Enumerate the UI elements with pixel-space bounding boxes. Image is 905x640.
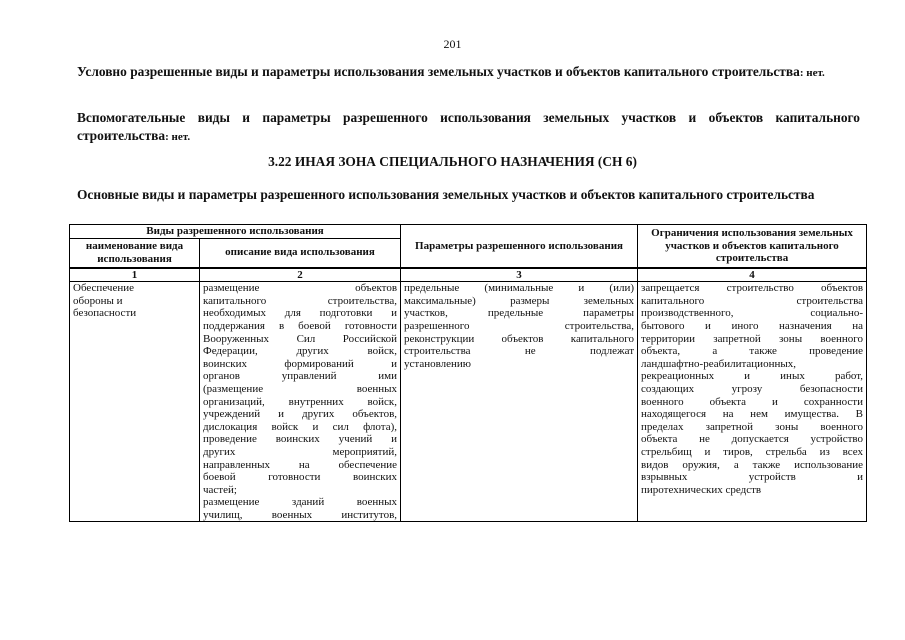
description-line: необходимых для подготовки и — [203, 307, 398, 320]
description-line: размещение объектов — [203, 282, 398, 295]
restrictions-line: капитального строительства — [641, 294, 864, 307]
description-line: боевой готовности воинских — [203, 471, 398, 484]
parameters-line: участков, предельные параметры — [404, 307, 635, 320]
restrictions-line: взрывных устройств и — [641, 471, 864, 484]
auxiliary-uses-paragraph — [77, 109, 860, 146]
restrictions-line: рекреационных и иных работ, — [641, 370, 864, 383]
column-number-1: 1 — [70, 268, 200, 282]
description-line: учреждений и других объектов, — [203, 408, 398, 421]
description-line: организаций, внутренних войск, — [203, 395, 398, 408]
main-uses-heading: Основные виды и параметры разрешенного использования земельных участков и объектов капитального строительства — [77, 187, 815, 202]
header-restrictions: Ограничения использования земельных участков и объектов капитального строительства — [638, 225, 867, 268]
table-row — [70, 282, 867, 522]
description-line: дислокация войск и сил флота), — [203, 420, 398, 433]
description-line: воинских формирований и — [203, 357, 398, 370]
description-line: частей; — [203, 483, 237, 496]
restrictions-line: производственного, социально- — [641, 307, 864, 320]
parameters-cell — [401, 282, 638, 522]
description-line: других мероприятий, — [203, 445, 398, 458]
page-number: 201 — [443, 37, 462, 51]
column-number-4: 4 — [638, 268, 867, 282]
header-parameters: Параметры разрешенного использования — [401, 225, 638, 268]
restrictions-line: ландшафтно-реабилитационных, — [641, 357, 796, 370]
permitted-uses-table — [69, 224, 867, 522]
description-line: капитального строительства, — [203, 294, 398, 307]
conditional-uses-value: : нет. — [799, 67, 825, 79]
restrictions-line: объекта не допускается устройство — [641, 433, 864, 446]
restrictions-line: объекта, а также проведение — [641, 345, 864, 358]
restrictions-cell — [638, 282, 867, 522]
description-line: (размещение военных — [203, 382, 398, 395]
restrictions-line: пределах запретной зоны военного — [641, 420, 864, 433]
restrictions-line: территории запретной зоны военного — [641, 332, 864, 345]
parameters-line: максимальные) размеры земельных — [404, 294, 635, 307]
restrictions-line: создающих угрозу безопасности — [641, 382, 864, 395]
description-line: направленных на обеспечение — [203, 458, 398, 471]
description-line: органов управлений ими — [203, 370, 398, 383]
parameters-line: строительства не подлежат — [404, 345, 635, 358]
section-title: 3.22 ИНАЯ ЗОНА СПЕЦИАЛЬНОГО НАЗНАЧЕНИЯ (СН 6) — [268, 154, 637, 169]
header-use-description: описание вида использования — [200, 238, 401, 268]
description-line: Вооруженных Сил Российской — [203, 332, 398, 345]
restrictions-line: запрещается строительство объектов — [641, 282, 864, 295]
header-use-name: наименование вида использования — [70, 238, 200, 268]
parameters-line: предельные (минимальные и (или) — [404, 282, 635, 295]
conditional-uses-text: Условно разрешенные виды и параметры использования земельных участков и объектов капитального строительства — [77, 64, 800, 79]
description-line: размещение зданий военных — [203, 496, 398, 509]
column-number-3: 3 — [401, 268, 638, 282]
restrictions-line: пиротехнических средств — [641, 483, 762, 496]
auxiliary-uses-text: Вспомогательные виды и параметры разрешенного использования земельных участков и объектов капитального строительства — [77, 110, 860, 143]
use-name-line: обороны и — [73, 294, 123, 307]
parameters-line: установлению — [404, 357, 472, 370]
header-group-uses: Виды разрешенного использования — [70, 225, 401, 239]
parameters-line: разрешенного строительства, — [404, 319, 635, 332]
description-line: Федерации, других войск, — [203, 345, 398, 358]
description-line: училищ, военных институтов, — [203, 508, 398, 521]
restrictions-line: бытового и иного назначения на — [641, 319, 864, 332]
description-line: проведение воинских учений и — [203, 433, 398, 446]
parameters-line: реконструкции объектов капитального — [404, 332, 635, 345]
description-line: поддержания в боевой готовности — [203, 319, 398, 332]
restrictions-line: стрельбищ и тиров, стрельба из всех — [641, 445, 864, 458]
use-description-cell — [200, 282, 401, 522]
column-number-2: 2 — [200, 268, 401, 282]
use-name-line: безопасности — [73, 307, 137, 320]
restrictions-line: видов оружия, а также использование — [641, 458, 864, 471]
use-name-cell — [70, 282, 200, 522]
restrictions-line: военного объекта и сохранности — [641, 395, 864, 408]
restrictions-line: находящегося на нем имущества. В — [641, 408, 864, 421]
use-name-line: Обеспечение — [73, 282, 134, 295]
conditional-uses-paragraph — [77, 63, 860, 82]
auxiliary-uses-value: : нет. — [165, 131, 191, 143]
